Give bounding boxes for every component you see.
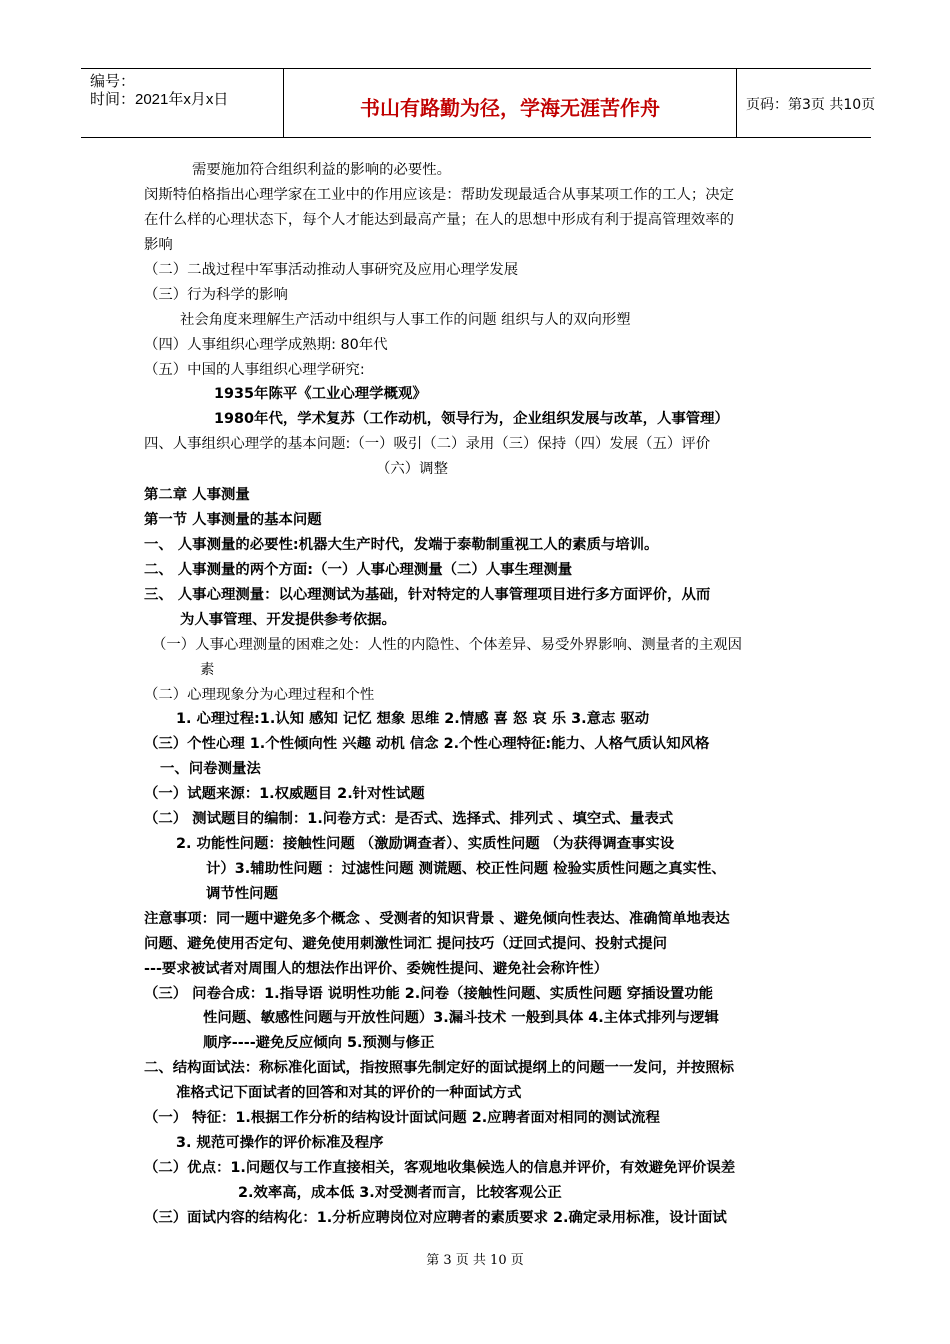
header-info-cell (81, 69, 283, 137)
text-line: 问题、避免使用否定句、避免使用刺激性词汇 提问技巧（迂回式提问、投射式提问 (144, 936, 668, 952)
header-page-info: 页码：第3页 共10页 (746, 97, 876, 113)
text-line: 注意事项：同一题中避免多个概念 、受测者的知识背景 、避免倾向性表达、准确简单地表达 (144, 911, 730, 927)
header-date-label: 时间：2021年x月x日 (90, 91, 229, 108)
text-line: （三）个性心理 1.个性倾向性 兴趣 动机 信念 2.个性心理特征:能力、人格气质认知风格 (144, 736, 710, 752)
text-line: 素 (200, 662, 215, 678)
text-line: 1935年陈平《工业心理学概观》 (214, 386, 427, 402)
header-motto: 书山有路勤为径，学海无涯苦作舟 (360, 96, 660, 120)
text-line: 准格式记下面试者的回答和对其的评价的一种面试方式 (176, 1085, 522, 1101)
text-line: 社会角度来理解生产活动中组织与人事工作的问题 组织与人的双向形塑 (180, 312, 631, 328)
text-line: 三、 人事心理测量：以心理测试为基础，针对特定的人事管理项目进行多方面评价，从而 (144, 587, 711, 603)
page-header (81, 68, 876, 138)
text-line: 闵斯特伯格指出心理学家在工业中的作用应该是：帮助发现最适合从事某项工作的工人；决定 (144, 187, 735, 203)
text-line: （四）人事组织心理学成熟期: 80年代 (144, 337, 388, 353)
text-line: 性问题、敏感性问题与开放性问题）3.漏斗技术 一般到具体 4.主体式排列与逻辑 (203, 1010, 719, 1026)
text-line: （六）调整 (376, 461, 448, 477)
text-line: 顺序----避免反应倾向 5.预测与修正 (203, 1035, 435, 1051)
text-line: 在什么样的心理状态下，每个人才能达到最高产量；在人的思想中形成有利于提高管理效率的 (144, 212, 735, 228)
text-line: 3. 规范可操作的评价标准及程序 (176, 1135, 384, 1151)
text-line: （二） 测试题目的编制：1.问卷方式：是否式、选择式、排列式 、填空式、量表式 (144, 811, 674, 827)
text-line: 二、结构面试法：称标准化面试，指按照事先制定好的面试提纲上的问题一一发问，并按照标 (144, 1060, 735, 1076)
page-footer: 第 3 页 共 10 页 (426, 1253, 524, 1268)
text-line: 四、人事组织心理学的基本问题:（一）吸引（二）录用（三）保持（四）发展（五）评价 (144, 436, 711, 452)
text-line: 一、问卷测量法 (160, 761, 261, 777)
text-line: （一）人事心理测量的困难之处：人性的内隐性、个体差异、易受外界影响、测量者的主观因 (152, 637, 743, 653)
text-line: 需要施加符合组织利益的影响的必要性。 (192, 162, 452, 178)
text-line: （二）优点：1.问题仅与工作直接相关，客观地收集候选人的信息并评价，有效避免评价误差 (144, 1160, 736, 1176)
text-line: （一） 特征：1.根据工作分析的结构设计面试问题 2.应聘者面对相同的测试流程 (144, 1110, 660, 1126)
header-page-cell (736, 69, 876, 137)
text-line: 为人事管理、开发提供参考依据。 (180, 612, 396, 628)
header-motto-cell (283, 69, 737, 137)
text-line: 一、 人事测量的必要性:机器大生产时代，发端于泰勒制重视工人的素质与培训。 (144, 537, 659, 553)
text-line: ---要求被试者对周围人的想法作出评价、委婉性提问、避免社会称许性） (144, 961, 609, 977)
text-line: 二、 人事测量的两个方面:（一）人事心理测量（二）人事生理测量 (144, 562, 573, 578)
text-line: （三）面试内容的结构化：1.分析应聘岗位对应聘者的素质要求 2.确定录用标准，设计面试 (144, 1210, 727, 1226)
text-line: （二）心理现象分为心理过程和个性 (144, 687, 375, 703)
text-line: 2. 功能性问题：接触性问题 （激励调查者）、实质性问题 （为获得调查事实设 (176, 836, 675, 852)
text-line: （一）试题来源：1.权威题目 2.针对性试题 (144, 786, 425, 802)
text-line: （三）行为科学的影响 (144, 287, 288, 303)
section-heading: 第一节 人事测量的基本问题 (144, 512, 322, 528)
text-line: 1980年代，学术复苏（工作动机，领导行为，企业组织发展与改革，人事管理） (214, 411, 729, 427)
text-line: 影响 (144, 237, 173, 253)
text-line: 1. 心理过程:1.认知 感知 记忆 想象 思维 2.情感 喜 怒 哀 乐 3.意志 驱动 (176, 711, 650, 727)
chapter-heading: 第二章 人事测量 (144, 487, 250, 503)
text-line: （三） 问卷合成：1.指导语 说明性功能 2.问卷（接触性问题、实质性问题 穿插设置功能 (144, 986, 714, 1002)
header-code-label: 编号： (90, 73, 136, 90)
text-line: （五）中国的人事组织心理学研究: (144, 362, 365, 378)
text-line: （二）二战过程中军事活动推动人事研究及应用心理学发展 (144, 262, 519, 278)
text-line: 调节性问题 (206, 886, 278, 902)
text-line: 计）3.辅助性问题 ：过滤性问题 测谎题、校正性问题 检验实质性问题之真实性、 (206, 861, 726, 877)
text-line: 2.效率高，成本低 3.对受测者而言，比较客观公正 (238, 1185, 562, 1201)
